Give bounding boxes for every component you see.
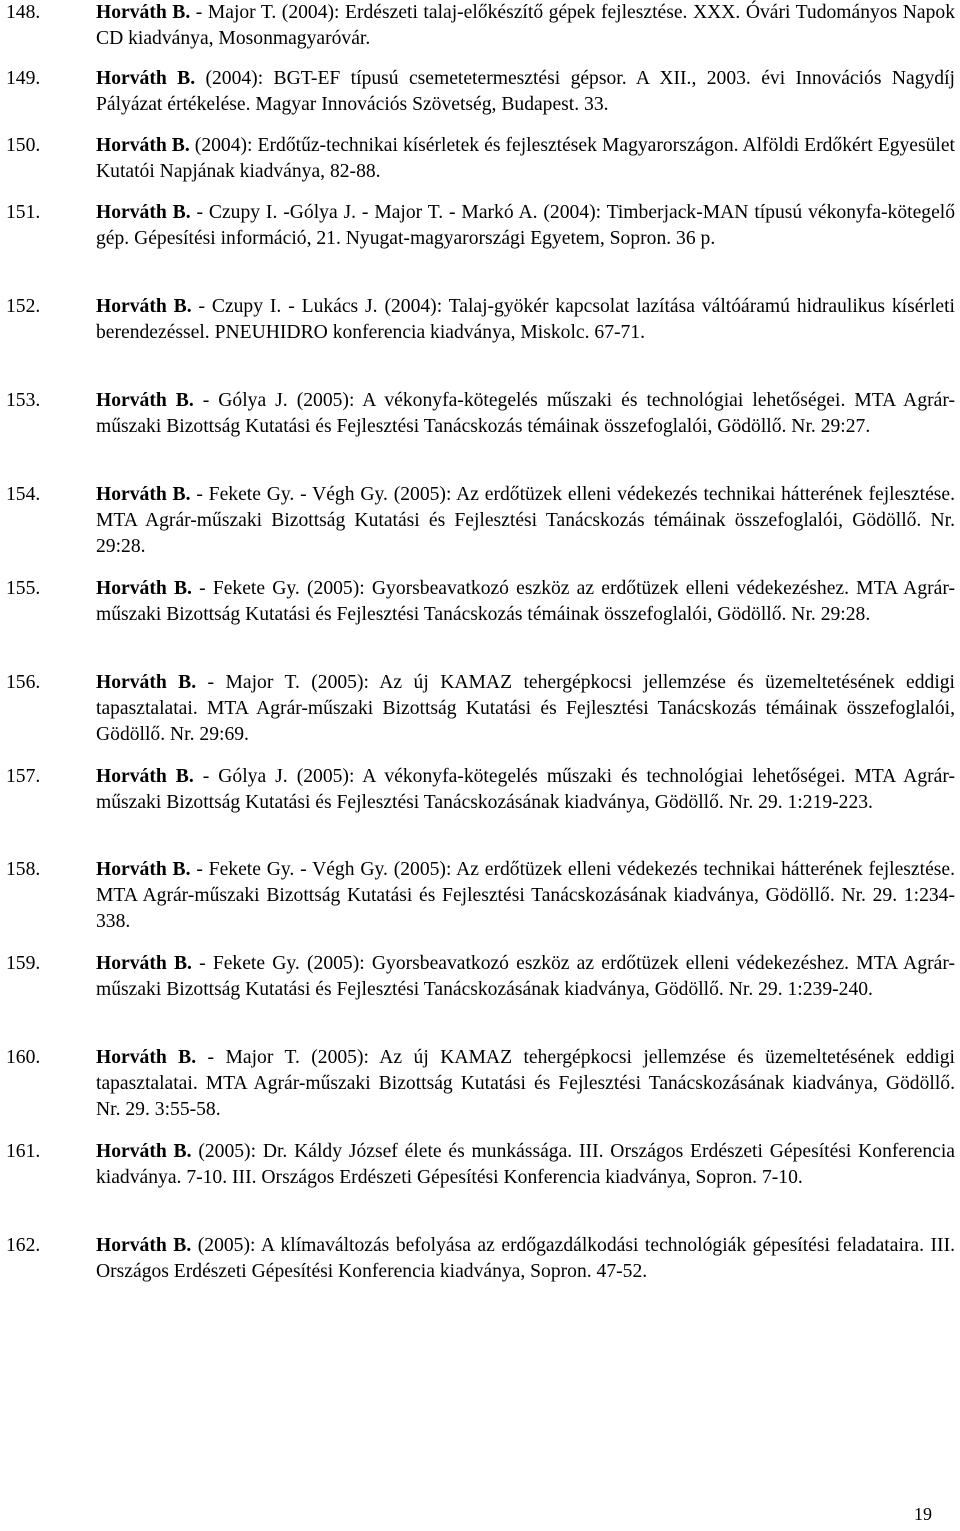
reference-author: Horváth B. bbox=[96, 859, 191, 880]
reference-text bbox=[96, 857, 955, 935]
reference-text bbox=[96, 294, 955, 346]
reference-text bbox=[96, 200, 955, 252]
reference-entry bbox=[0, 482, 955, 560]
reference-details: - Fekete Gy. - Végh Gy. (2005): Az erdőtüzek elleni védekezés technikai hátterének fejlesztése. MTA Agrár-műszaki Bizottság Kutatási és Fejlesztési Tanácskozás témáinak összefoglalói, Gödöllő. Nr. 29:28. bbox=[96, 484, 955, 557]
reference-text bbox=[96, 764, 955, 816]
reference-number: 152. bbox=[6, 296, 41, 317]
reference-entry bbox=[0, 951, 955, 1003]
reference-author: Horváth B. bbox=[96, 953, 192, 974]
reference-number: 154. bbox=[6, 484, 41, 505]
reference-details: - Fekete Gy. (2005): Gyorsbeavatkozó eszköz az erdőtüzek elleni védekezéshez. MTA Agrár-műszaki Bizottság Kutatási és Fejlesztési Tanácskozásának kiadványa, Gödöllő. Nr. 29. 1:239-240. bbox=[96, 953, 955, 1000]
reference-author: Horváth B. bbox=[96, 578, 192, 599]
reference-details: (2004): Erdőtűz-technikai kísérletek és fejlesztések Magyarországon. Alföldi Erdőkért Egyesület Kutatói Napjának kiadványa, 82-88. bbox=[96, 135, 955, 182]
reference-details: - Fekete Gy. (2005): Gyorsbeavatkozó eszköz az erdőtüzek elleni védekezéshez. MTA Agrár-műszaki Bizottság Kutatási és Fejlesztési Tanácskozás témáinak összefoglalói, Gödöllő. Nr. 29:28. bbox=[96, 578, 955, 625]
reference-entry bbox=[0, 66, 955, 118]
reference-entry bbox=[0, 133, 955, 185]
reference-details: (2005): A klímaváltozás befolyása az erdőgazdálkodási technológiák gépesítési feladataira. III. Országos Erdészeti Gépesítési Konferencia kiadványa, Sopron. 47-52. bbox=[96, 1235, 955, 1282]
reference-author: Horváth B. bbox=[96, 672, 197, 693]
reference-text bbox=[96, 1139, 955, 1191]
reference-text bbox=[96, 1233, 955, 1285]
reference-entry bbox=[0, 0, 955, 52]
reference-entry bbox=[0, 388, 955, 440]
reference-number: 157. bbox=[6, 766, 41, 787]
reference-number: 158. bbox=[6, 859, 41, 880]
reference-text bbox=[96, 388, 955, 440]
reference-entry bbox=[0, 576, 955, 628]
reference-text bbox=[96, 1045, 955, 1123]
reference-text bbox=[96, 133, 955, 185]
reference-details: (2005): Dr. Káldy József élete és munkássága. III. Országos Erdészeti Gépesítési Konferencia kiadványa. 7-10. III. Országos Erdészeti Gépesítési Konferencia kiadványa, Sopron. 7-10. bbox=[96, 1141, 955, 1188]
reference-text bbox=[96, 482, 955, 560]
reference-number: 151. bbox=[6, 202, 41, 223]
reference-details: - Gólya J. (2005): A vékonyfa-kötegelés műszaki és technológiai lehetőségei. MTA Agrár-műszaki Bizottság Kutatási és Fejlesztési Tanácskozásának kiadványa, Gödöllő. Nr. 29. 1:219-223. bbox=[96, 766, 955, 813]
reference-text bbox=[96, 951, 955, 1003]
reference-details: (2004): BGT-EF típusú csemetetermesztési gépsor. A XII., 2003. évi Innovációs Nagydíj Pályázat értékelése. Magyar Innovációs Szövetség, Budapest. 33. bbox=[96, 68, 955, 115]
reference-entry bbox=[0, 764, 955, 816]
page-number: 19 bbox=[914, 1504, 932, 1524]
reference-number: 162. bbox=[6, 1235, 41, 1256]
reference-entry bbox=[0, 1139, 955, 1191]
reference-details: - Gólya J. (2005): A vékonyfa-kötegelés műszaki és technológiai lehetőségei. MTA Agrár-műszaki Bizottság Kutatási és Fejlesztési Tanácskozás témáinak összefoglalói, Gödöllő. Nr. 29:27. bbox=[96, 390, 955, 437]
reference-author: Horváth B. bbox=[96, 484, 191, 505]
reference-author: Horváth B. bbox=[96, 296, 192, 317]
reference-number: 159. bbox=[6, 953, 41, 974]
reference-text bbox=[96, 670, 955, 748]
reference-details: - Czupy I. - Lukács J. (2004): Talaj-gyökér kapcsolat lazítása váltóáramú hidraulikus kísérleti berendezéssel. PNEUHIDRO konferencia kiadványa, Miskolc. 67-71. bbox=[96, 296, 955, 343]
reference-entry bbox=[0, 1233, 955, 1285]
reference-details: - Major T. (2004): Erdészeti talaj-előkészítő gépek fejlesztése. XXX. Óvári Tudományos Napok CD kiadványa, Mosonmagyaróvár. bbox=[96, 2, 955, 49]
reference-entry bbox=[0, 670, 955, 748]
reference-author: Horváth B. bbox=[96, 202, 191, 223]
reference-author: Horváth B. bbox=[96, 1047, 197, 1068]
reference-number: 155. bbox=[6, 578, 41, 599]
reference-number: 160. bbox=[6, 1047, 41, 1068]
reference-author: Horváth B. bbox=[96, 1141, 192, 1162]
reference-entry bbox=[0, 1045, 955, 1123]
reference-number: 161. bbox=[6, 1141, 41, 1162]
reference-number: 156. bbox=[6, 672, 41, 693]
reference-author: Horváth B. bbox=[96, 2, 191, 23]
reference-text bbox=[96, 576, 955, 628]
reference-details: - Fekete Gy. - Végh Gy. (2005): Az erdőtüzek elleni védekezés technikai hátterének fejlesztése. MTA Agrár-műszaki Bizottság Kutatási és Fejlesztési Tanácskozásának kiadványa, Gödöllő. Nr. 29. 1:234-338. bbox=[96, 859, 955, 932]
reference-author: Horváth B. bbox=[96, 68, 196, 89]
reference-author: Horváth B. bbox=[96, 390, 194, 411]
reference-author: Horváth B. bbox=[96, 766, 194, 787]
reference-author: Horváth B. bbox=[96, 1235, 192, 1256]
reference-details: - Czupy I. -Gólya J. - Major T. - Markó A. (2004): Timberjack-MAN típusú vékonyfa-kötegelő gép. Gépesítési információ, 21. Nyugat-magyarországi Egyetem, Sopron. 36 p. bbox=[96, 202, 956, 249]
reference-text bbox=[96, 0, 955, 52]
reference-text bbox=[96, 66, 955, 118]
reference-author: Horváth B. bbox=[96, 135, 190, 156]
reference-entry bbox=[0, 857, 955, 935]
reference-details: - Major T. (2005): Az új KAMAZ tehergépkocsi jellemzése és üzemeltetésének eddigi tapasztalatai. MTA Agrár-műszaki Bizottság Kutatási és Fejlesztési Tanácskozásának kiadványa, Gödöllő. Nr. 29. 3:55-58. bbox=[96, 1047, 955, 1120]
reference-details: - Major T. (2005): Az új KAMAZ tehergépkocsi jellemzése és üzemeltetésének eddigi tapasztalatai. MTA Agrár-műszaki Bizottság Kutatási és Fejlesztési Tanácskozás témáinak összefoglalói, Gödöllő. Nr. 29:69. bbox=[96, 672, 955, 745]
reference-entry bbox=[0, 294, 955, 346]
reference-entry bbox=[0, 200, 955, 252]
reference-number: 150. bbox=[6, 135, 41, 156]
reference-number: 149. bbox=[6, 68, 41, 89]
reference-number: 153. bbox=[6, 390, 41, 411]
reference-number: 148. bbox=[6, 2, 41, 23]
